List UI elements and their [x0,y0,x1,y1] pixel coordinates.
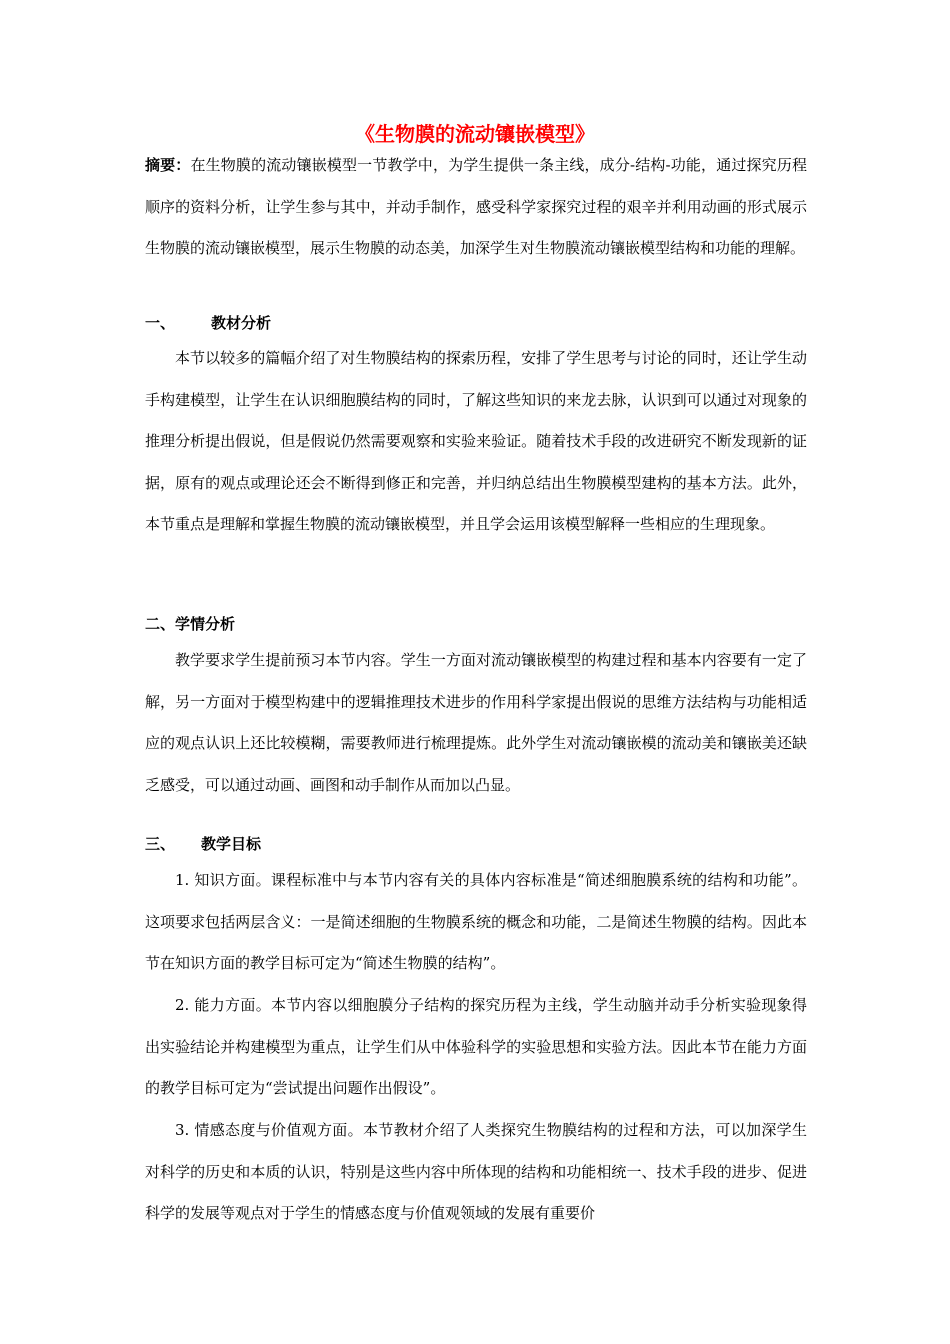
section-heading-3 [145,833,261,855]
section-number: 二、 [145,615,176,633]
section-title: 教学目标 [201,835,262,853]
section-title: 学情分析 [175,615,236,633]
objective-attitude-paragraph: 3. 情感态度与价值观方面。本节教材介绍了人类探究生物膜结构的过程和方法，可以加深学生对科学的历史和本质的认识，特别是这些内容中所体现的结构和功能相统一、技术手段的进步、促进科学的发展等观点对于学生的情感态度与价值观领域的发展有重要价 [145,1121,807,1223]
section-heading-2 [145,613,235,635]
section-1-paragraph: 本节以较多的篇幅介绍了对生物膜结构的探索历程，安排了学生思考与讨论的同时，还让学生动手构建模型，让学生在认识细胞膜结构的同时，了解这些知识的来龙去脉，认识到可以通过对现象的推理分析提出假说，但是假说仍然需要观察和实验来验证。随着技术手段的改进研究不断发现新的证据，原有的观点或理论还会不断得到修正和完善，并归纳总结出生物膜模型建构的基本方法。此外，本节重点是理解和掌握生物膜的流动镶嵌模型，并且学会运用该模型解释一些相应的生理现象。 [145,349,807,534]
abstract-paragraph [145,145,807,270]
objective-knowledge-paragraph: 1. 知识方面。课程标准中与本节内容有关的具体内容标准是“简述细胞膜系统的结构和功能”。这项要求包括两层含义：一是简述细胞的生物膜系统的概念和功能，二是简述生物膜的结构。因此本节在知识方面的教学目标可定为“简述生物膜的结构”。 [145,871,807,973]
section-heading-1 [145,312,271,334]
document-title: 《生物膜的流动镶嵌模型》 [355,122,595,146]
section-title: 教材分析 [211,314,272,332]
abstract-label: 摘要： [145,156,191,174]
section-number: 三、 [145,835,176,853]
section-number: 一、 [145,314,176,332]
objective-ability-paragraph: 2. 能力方面。本节内容以细胞膜分子结构的探究历程为主线，学生动脑并动手分析实验现象得出实验结论并构建模型为重点，让学生们从中体验科学的实验思想和实验方法。因此本节在能力方面的教学目标可定为“尝试提出问题作出假设”。 [145,996,807,1098]
section-2-paragraph: 教学要求学生提前预习本节内容。学生一方面对流动镶嵌模型的构建过程和基本内容要有一定了解，另一方面对于模型构建中的逻辑推理技术进步的作用科学家提出假说的思维方法结构与功能相适应的观点认识上还比较模糊，需要教师进行梳理提炼。此外学生对流动镶嵌模的流动美和镶嵌美还缺乏感受，可以通过动画、画图和动手制作从而加以凸显。 [145,651,807,794]
abstract-text: 在生物膜的流动镶嵌模型一节教学中，为学生提供一条主线，成分-结构-功能，通过探究历程顺序的资料分析，让学生参与其中，并动手制作，感受科学家探究过程的艰辛并利用动画的形式展示生物膜的流动镶嵌模型，展示生物膜的动态美，加深学生对生物膜流动镶嵌模型结构和功能的理解。 [145,156,807,258]
